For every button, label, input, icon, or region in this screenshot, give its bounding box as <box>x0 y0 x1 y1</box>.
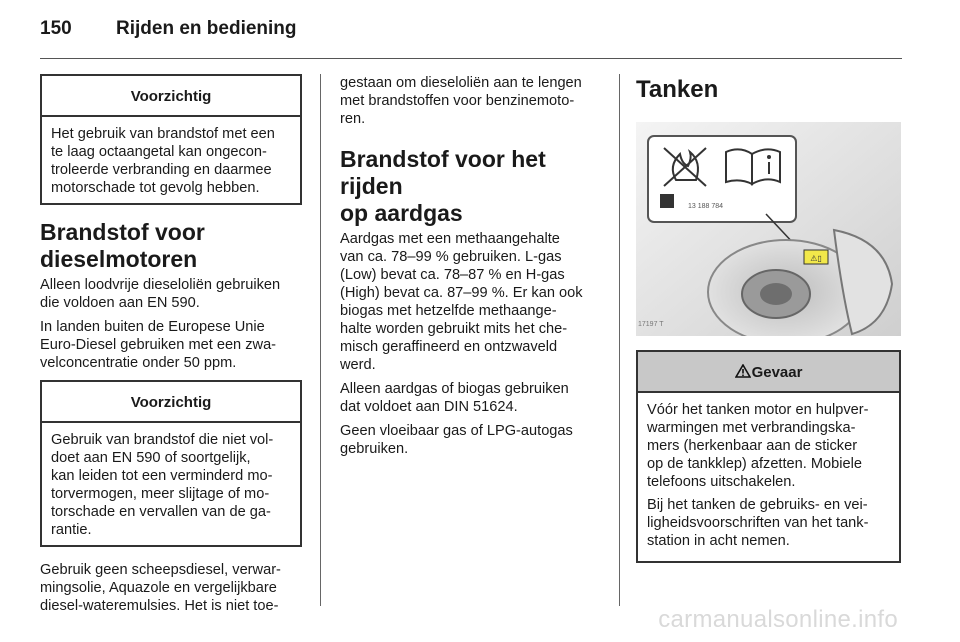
paragraph <box>40 276 302 312</box>
text-line: kan leiden tot een verminderd mo- <box>51 468 273 484</box>
text-line: (Low) bevat ca. 78–87 % en H-gas <box>340 267 565 283</box>
text-line: gestaan om dieseloliën aan te lengen <box>340 75 582 91</box>
danger-heading-text: Gevaar <box>751 364 803 381</box>
text-line: Gebruik geen scheepsdiesel, verwar- <box>40 562 281 578</box>
heading-line: Brandstof voor <box>40 219 205 245</box>
text-line: Gebruik van brandstof die niet vol- <box>51 432 274 448</box>
text-line: warmingen met verbrandingska- <box>647 420 856 436</box>
text-line: gebruiken. <box>340 441 409 457</box>
text-line: halte worden gebruikt mits het che- <box>340 321 568 337</box>
text-line: met brandstoffen voor benzinemoto- <box>340 93 575 109</box>
text-line: biogas met hetzelfde methaange- <box>340 303 557 319</box>
text-line: station in acht nemen. <box>647 533 790 549</box>
text-line: ren. <box>340 111 366 127</box>
warning-triangle-icon <box>735 364 751 378</box>
paragraph <box>40 561 302 615</box>
text-line: rantie. <box>51 522 92 538</box>
chapter-title: Rijden en bediening <box>116 18 297 39</box>
paragraph <box>340 230 604 374</box>
text-line: Vóór het tanken motor en hulpver- <box>647 402 869 418</box>
text-line: die voldoen aan EN 590. <box>40 295 200 311</box>
text-line: op de tankklep) afzetten. Mobiele <box>647 456 862 472</box>
heading-line: Brandstof voor het rijden <box>340 146 546 199</box>
danger-heading <box>638 352 899 393</box>
paragraph <box>647 496 893 550</box>
header-rule <box>40 58 902 59</box>
text-line: In landen buiten de Europese Unie <box>40 319 265 335</box>
heading-line: dieselmotoren <box>40 246 198 272</box>
text-line: velconcentratie onder 50 ppm. <box>40 355 237 371</box>
section-heading <box>340 146 604 227</box>
text-line: dat voldoet aan DIN 51624. <box>340 399 518 415</box>
text-line: misch geraffineerd en ontzwaveld <box>340 339 558 355</box>
column-left <box>40 74 302 621</box>
caution-body <box>42 423 300 545</box>
text-line: doet aan EN 590 of soortgelijk, <box>51 450 251 466</box>
page-header <box>40 18 297 40</box>
text-line: werd. <box>340 357 376 373</box>
text-line: motorschade tot gevolg hebben. <box>51 180 260 196</box>
paragraph <box>340 380 604 416</box>
text-line: (High) bevat ca. 87–99 %. Er kan ook <box>340 285 583 301</box>
text-line: mingsolie, Aquazole en vergelijkbare <box>40 580 277 596</box>
caution-box <box>40 380 302 547</box>
column-divider <box>619 74 620 606</box>
caution-body <box>42 117 300 203</box>
page-number: 150 <box>40 18 72 39</box>
text-line: ligheidsvoorschriften van het tank- <box>647 515 869 531</box>
column-right <box>636 74 901 563</box>
text-line: Alleen loodvrije dieseloliën gebruiken <box>40 277 281 293</box>
figure-code: 17197 T <box>638 321 664 328</box>
column-middle <box>340 74 604 464</box>
section-heading: Tanken <box>636 76 719 103</box>
mini-sticker-icon: ⚠▯ <box>810 254 822 263</box>
text-line: Aardgas met een methaangehalte <box>340 231 560 247</box>
text-line: troleerde verbranding en daarmee <box>51 162 272 178</box>
fuel-flap-illustration <box>636 122 901 336</box>
text-line: mers (herkenbaar aan de sticker <box>647 438 858 454</box>
text-line: torvermogen, meer slijtage of mo- <box>51 486 270 502</box>
section-heading <box>40 219 302 273</box>
text-line: telefoons uitschakelen. <box>647 474 796 490</box>
text-line: Euro-Diesel gebruiken met een zwa- <box>40 337 277 353</box>
caution-heading: Voorzichtig <box>42 76 300 117</box>
caution-heading: Voorzichtig <box>42 382 300 423</box>
caution-box <box>40 74 302 205</box>
column-divider <box>320 74 321 606</box>
paragraph <box>40 318 302 372</box>
danger-body <box>638 393 899 561</box>
watermark: carmanualsonline.info <box>658 606 898 633</box>
text-line: Bij het tanken de gebruiks- en vei- <box>647 497 868 513</box>
text-line: Geen vloeibaar gas of LPG-autogas <box>340 423 573 439</box>
text-line: Alleen aardgas of biogas gebruiken <box>340 381 569 397</box>
paragraph <box>647 401 893 491</box>
paragraph <box>340 74 604 128</box>
danger-box <box>636 350 901 563</box>
paragraph <box>340 422 604 458</box>
text-line: te laag octaangetal kan ongecon- <box>51 144 267 160</box>
text-line: Het gebruik van brandstof met een <box>51 126 275 142</box>
sticker-number: 13 188 784 <box>688 203 724 210</box>
text-line: torschade en vervallen van de ga- <box>51 504 271 520</box>
fuel-flap-drawing <box>636 122 901 336</box>
text-line: van ca. 78–99 % gebruiken. L-gas <box>340 249 562 265</box>
heading-line: op aardgas <box>340 200 463 226</box>
text-line: diesel-wateremulsies. Het is niet toe- <box>40 598 279 614</box>
